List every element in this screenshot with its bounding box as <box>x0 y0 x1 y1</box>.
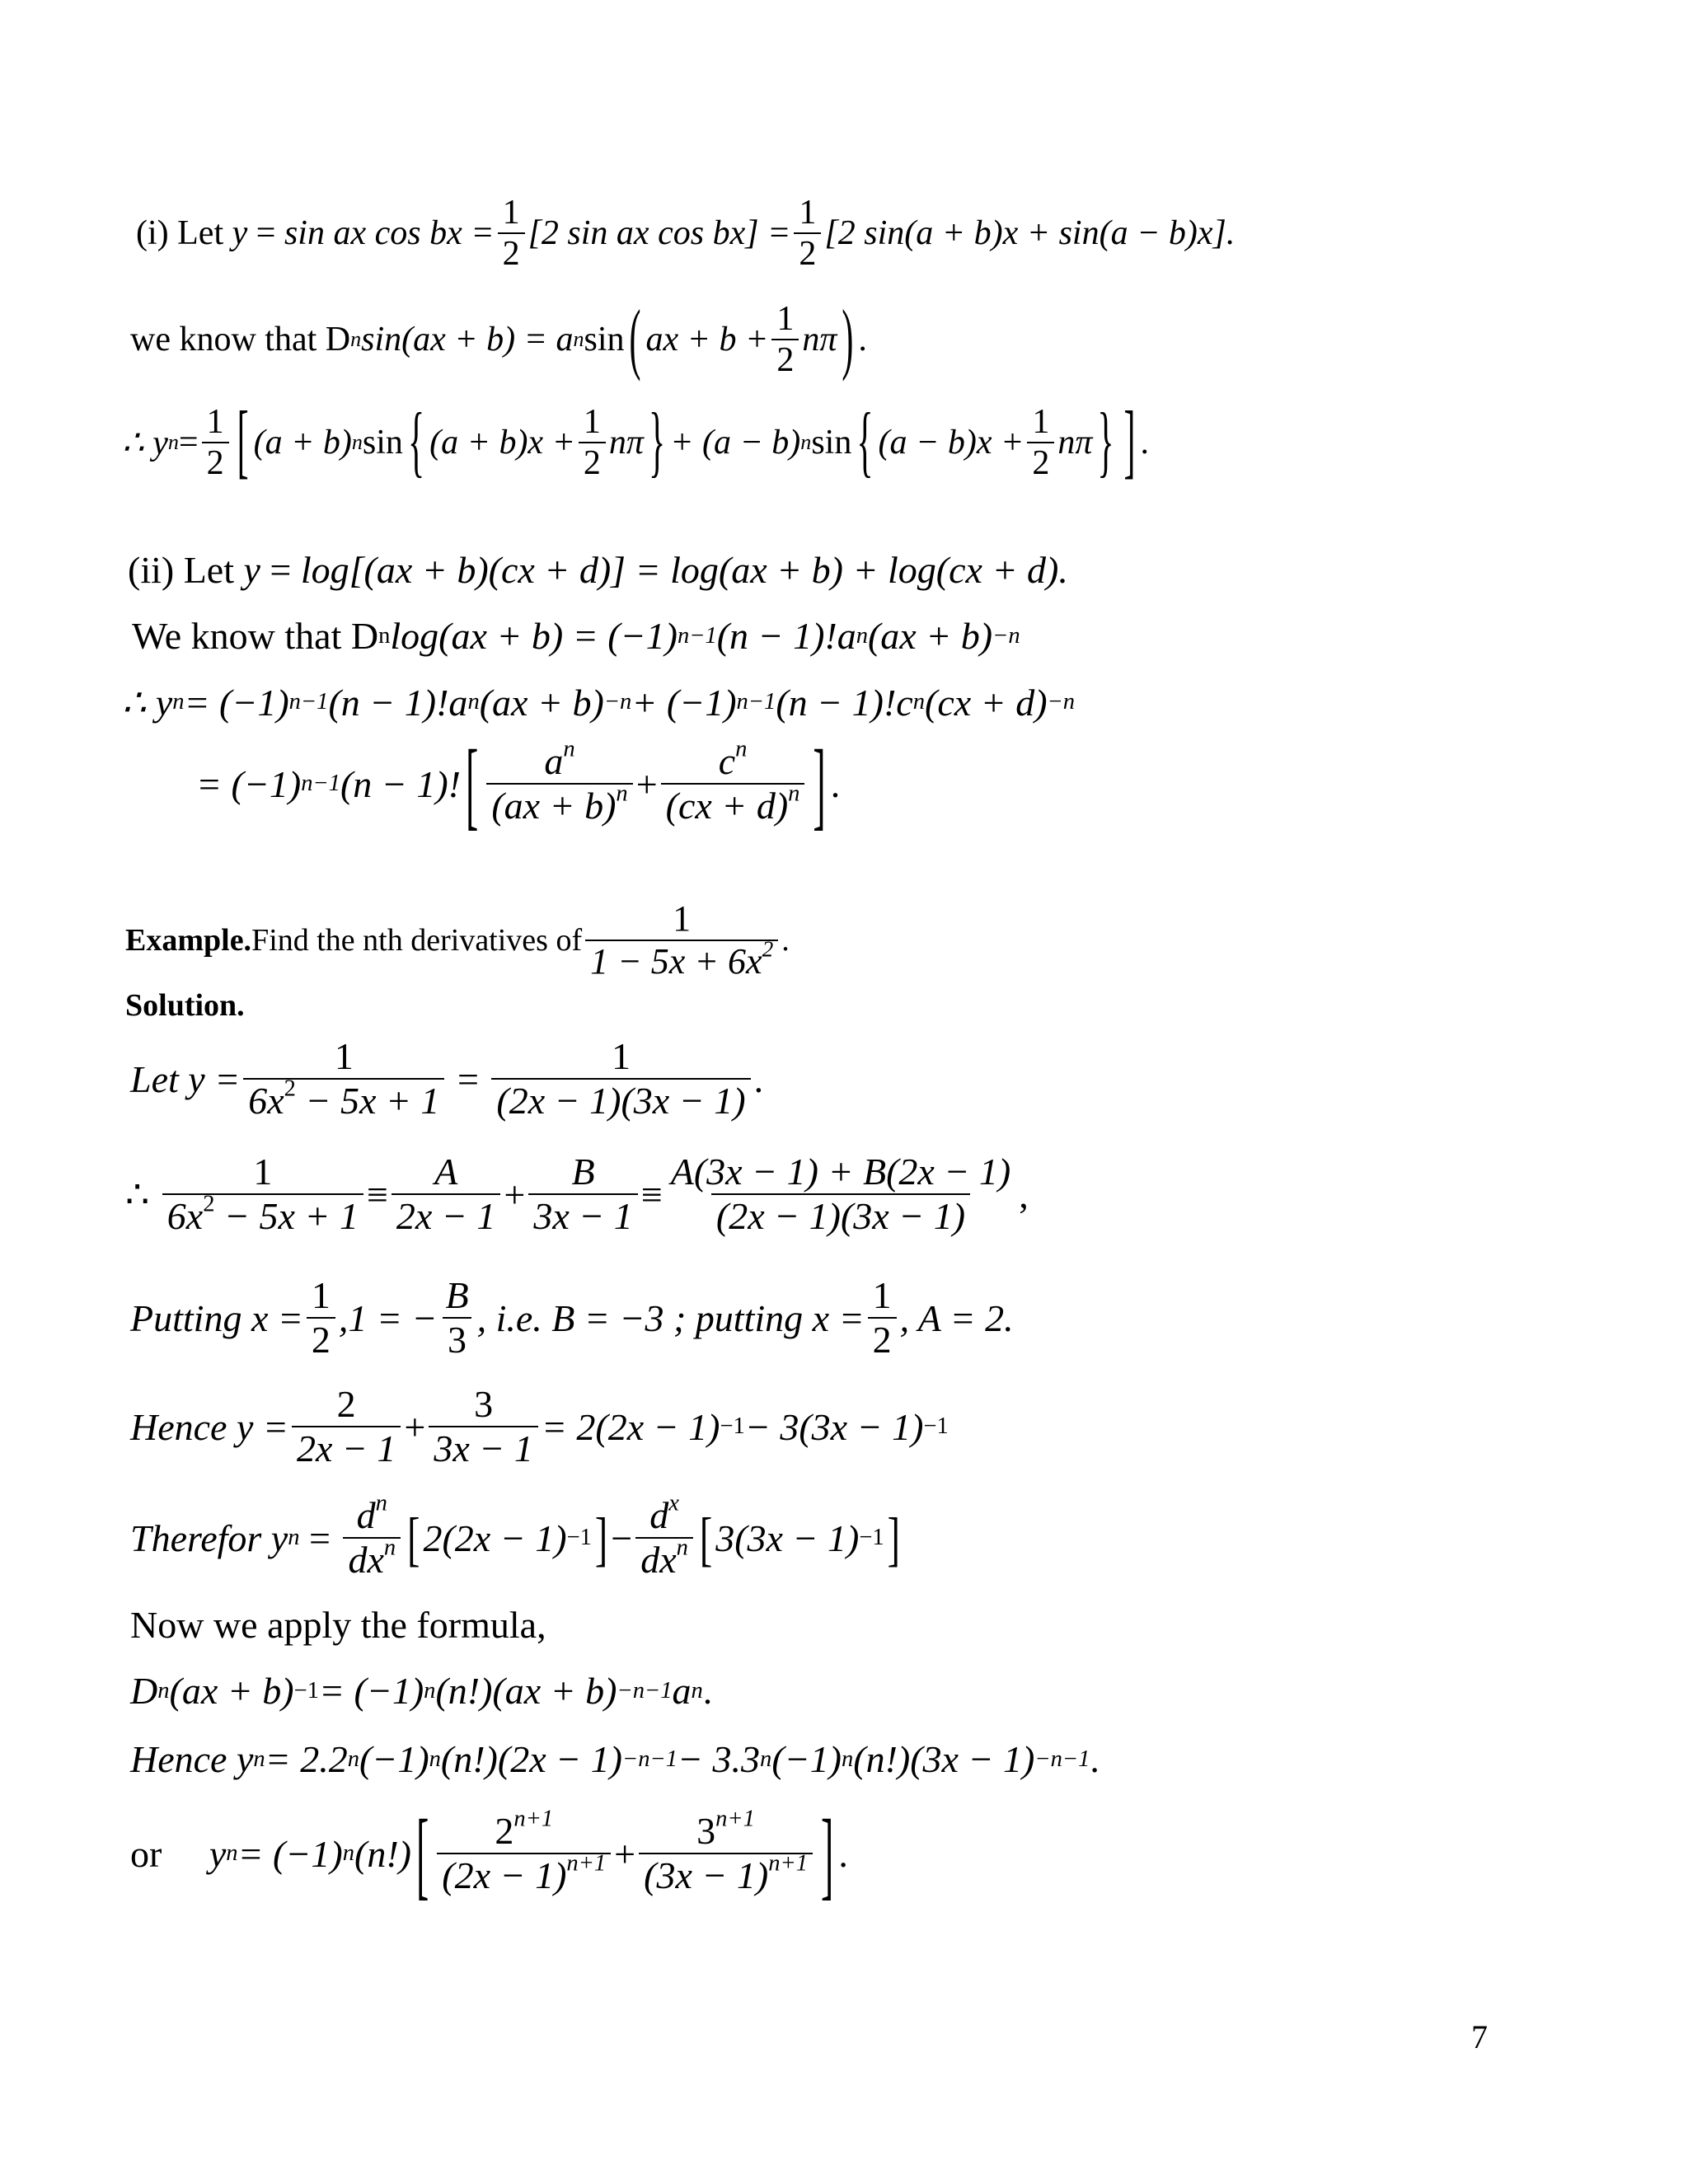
solution-now-line: Now we apply the formula, <box>130 1604 546 1646</box>
part-i-label: (i) Let <box>136 214 224 253</box>
part-i-eq1c: [2 sin(a + b)x + sin(a − b)x]. <box>824 214 1236 253</box>
part-ii-line-2: We know that D n log(ax + b) = (−1) n−1 (n − 1)!a n (ax + b) −n <box>132 615 1020 657</box>
solution-formula-line: D n (ax + b) −1 = (−1) n (n!)(ax + b) −n−1 a n . <box>130 1670 713 1712</box>
solution-label-line <box>125 987 245 1024</box>
part-ii-line-3: ∴ y n = (−1) n−1 (n − 1)!a n (ax + b) −n + (−1) n−1 (n − 1)!c n (cx + d) −n <box>122 681 1076 724</box>
part-ii-line-4: = (−1) n−1 (n − 1)! [ $\frac{a^n}{(ax + b)^n}$ + $\frac{c^n}{(cx + d)^n}$ ] . <box>196 729 841 839</box>
part-i-eq1: sin ax cos bx = <box>284 214 495 253</box>
fraction-half: $\frac{1}{2}$ <box>794 194 821 272</box>
part-i-line-3: ∴ y n = $\frac{1}{2}$ [ (a + b) n sin { (a + b)x + $\frac{1}{2}$ nπ } + (a − b) n sin { (a − b)x + $\frac{1}{2}$ nπ } ] . <box>122 396 1150 489</box>
part-i-know: we know that D <box>130 321 351 359</box>
example-text: Find the nth derivatives of <box>251 923 583 958</box>
part-ii-line-1: (ii) Let y = log[(ax + b)(cx + d)] = log(ax + b) + log(cx + d). <box>128 549 1068 591</box>
part-i-line-1: (i) Let y = sin ax cos bx = $\frac{1}{2}$ [2 sin ax cos bx] = $\frac{1}{2}$ [2 sin(a + b)x + sin(a − b)x]. <box>136 194 1236 274</box>
part-i-line-2: we know that D n sin(ax + b) = a n sin ( ax + b + $\frac{1}{2}$ nπ ) . <box>130 296 867 383</box>
solution-therefor-line: Therefor y n = $\frac{d^n}{dx^n}$ [ 2(2x − 1) −1 ] − $\frac{d^x}{dx^n}$ [ 3(3x − 1) −1 ] <box>130 1490 900 1582</box>
solution-or-line: or y n = (−1) n (n!) [ $\frac{2^{n+1}}{(2x - 1)^{n+1}}$ + $\frac{3^{n+1}}{(3x - 1)^{n+1}}$ ] . <box>130 1798 848 1909</box>
part-ii-eq: log[(ax + b)(cx + d)] = log(ax + b) + log(cx + d). <box>300 549 1068 591</box>
solution-hence-line: Hence y = $\frac{2}{2x - 1}$ + $\frac{3}{3x - 1}$ = 2(2x − 1) −1 − 3(3x − 1) −1 <box>130 1383 949 1470</box>
page-number: 7 <box>1471 2018 1488 2055</box>
therefore-yn: ∴ y <box>122 424 168 463</box>
solution-label: Solution. <box>125 988 245 1023</box>
part-i-eq1b: [2 sin ax cos bx] = <box>528 214 791 253</box>
solution-hence2-line: Hence y n = 2.2 n (−1) n (n!)(2x − 1) −n−1 − 3.3 n (−1) n (n!)(3x − 1) −n−1 . <box>130 1738 1100 1780</box>
solution-let-line: Let y = $\frac{1}{6x^2 - 5x + 1}$ = $\frac{1}{(2x - 1)(3x - 1)}$ . <box>130 1035 764 1122</box>
example-label: Example. <box>125 923 252 958</box>
solution-putting-line: Putting x = $\frac{1}{2}$ ,1 = − $\frac{B}{3}$ , i.e. B = −3 ; putting x = $\frac{1}{2}$ , A = 2. <box>130 1274 1014 1361</box>
solution-partial-line: ∴ $\frac{1}{6x^2 - 5x + 1}$ ≡ $\frac{A}{2x - 1}$ + $\frac{B}{3x - 1}$ ≡ $\frac{A(3x - 1) + B(2x - 1)}{(2x - 1)(3x - 1)}$ , <box>125 1151 1029 1238</box>
fraction-half: $\frac{1}{2}$ <box>498 194 525 272</box>
part-ii-label: (ii) Let <box>128 549 234 591</box>
part-i-know-b: sin(ax + b) = a <box>361 321 574 359</box>
example-line: Example. Find the nth derivatives of $\frac{1}{1 - 5x + 6x^2}$ . <box>125 898 790 982</box>
